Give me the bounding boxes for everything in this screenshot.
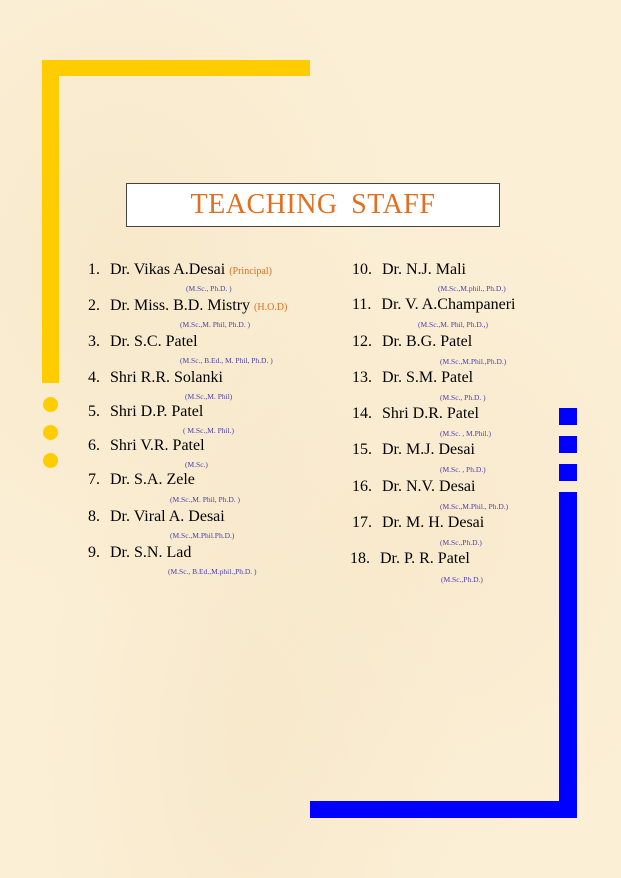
staff-qualification: (M.Sc.,M. Phil)	[185, 392, 233, 401]
yellow-left-bar	[42, 60, 59, 383]
staff-entry	[88, 297, 287, 315]
staff-entry	[352, 478, 475, 496]
entry-number: 10.	[352, 261, 372, 278]
staff-name: Dr. N.V. Desai	[382, 478, 476, 495]
staff-qualification: (M.Sc., B.Ed.,M.phil.,Ph.D. )	[168, 567, 257, 576]
staff-entry	[352, 441, 475, 459]
staff-qualification: (M.Sc.)	[185, 460, 208, 469]
entry-number: 16.	[352, 478, 372, 495]
staff-name: Dr. P. R. Patel	[380, 550, 470, 567]
staff-name: Dr. Viral A. Desai	[110, 508, 225, 525]
blue-square-1	[559, 408, 577, 425]
entry-number: 1.	[88, 261, 100, 278]
yellow-dot-3	[43, 453, 58, 468]
entry-number: 17.	[352, 514, 372, 531]
blue-square-3	[559, 464, 577, 481]
staff-name: Dr. S.N. Lad	[110, 544, 192, 561]
staff-entry	[88, 261, 272, 279]
entry-number: 11.	[352, 296, 372, 313]
staff-entry	[88, 437, 205, 455]
staff-entry	[350, 550, 470, 568]
entry-number: 12.	[352, 333, 372, 350]
title-box	[126, 183, 500, 227]
entry-number: 5.	[88, 403, 100, 420]
staff-name: Dr. S.M. Patel	[382, 369, 474, 386]
entry-number: 18.	[350, 550, 370, 567]
staff-entry	[352, 405, 479, 423]
staff-name: Dr. M.J. Desai	[382, 441, 475, 458]
staff-entry	[88, 369, 223, 387]
staff-entry	[352, 261, 466, 279]
yellow-dot-2	[43, 425, 58, 440]
staff-name: Dr. S.C. Patel	[110, 333, 198, 350]
staff-qualification: (M.Sc.,M. Phil, Ph.D. )	[170, 495, 241, 504]
staff-name: Dr. V. A.Champaneri	[381, 296, 516, 313]
entry-number: 15.	[352, 441, 372, 458]
staff-name: Shri D.P. Patel	[110, 403, 204, 420]
staff-qualification: (M.Sc.,M. Phil, Ph.D.,)	[418, 320, 489, 329]
staff-entry	[352, 369, 473, 387]
yellow-top-bar	[42, 60, 310, 76]
staff-name: Shri R.R. Solanki	[110, 369, 223, 386]
staff-qualification: (M.Sc.,M.Phil., Ph.D.)	[440, 502, 509, 511]
staff-name: Dr. M. H. Desai	[382, 514, 485, 531]
staff-qualification: (M.Sc.,M.Phil.,Ph.D.)	[440, 357, 507, 366]
entry-number: 3.	[88, 333, 100, 350]
staff-entry	[88, 403, 203, 421]
staff-name: Dr. B.G. Patel	[382, 333, 473, 350]
staff-qualification: ( M.Sc.,M. Phil.)	[183, 426, 235, 435]
staff-qualification: (M.Sc.,Ph.D.)	[441, 575, 483, 584]
page-title: TEACHING STAFF	[190, 189, 436, 220]
entry-number: 14.	[352, 405, 372, 422]
staff-entry	[88, 333, 198, 351]
staff-entry	[88, 544, 191, 562]
blue-square-2	[559, 436, 577, 453]
staff-entry	[352, 333, 472, 351]
entry-number: 8.	[88, 508, 100, 525]
blue-bottom-bar	[310, 801, 577, 818]
entry-number: 9.	[88, 544, 100, 561]
staff-name: Shri V.R. Patel	[110, 437, 205, 454]
staff-name: Dr. N.J. Mali	[382, 261, 466, 278]
staff-qualification: (M.Sc., B.Ed., M. Phil, Ph.D. )	[180, 356, 273, 365]
staff-qualification: (M.Sc. , M.Phil.)	[440, 429, 492, 438]
staff-role: (Principal)	[229, 266, 272, 277]
staff-qualification: (M.Sc.,M.phil., Ph.D.)	[438, 284, 506, 293]
entry-number: 2.	[88, 297, 100, 314]
staff-entry	[352, 296, 515, 314]
staff-name: Shri D.R. Patel	[382, 405, 479, 422]
staff-entry	[352, 514, 484, 532]
staff-qualification: (M.Sc.,Ph.D.)	[440, 538, 482, 547]
staff-qualification: (M.Sc.,M. Phil, Ph.D. )	[180, 320, 251, 329]
staff-name: Dr. Vikas A.Desai	[110, 261, 226, 278]
entry-number: 7.	[88, 471, 100, 488]
staff-entry	[88, 471, 195, 489]
yellow-dot-1	[43, 397, 58, 412]
staff-qualification: (M.Sc. , Ph.D.)	[440, 465, 486, 474]
staff-name: Dr. S.A. Zele	[110, 471, 195, 488]
blue-right-bar	[559, 492, 577, 818]
staff-name: Dr. Miss. B.D. Mistry	[110, 297, 251, 314]
staff-qualification: (M.Sc., Ph.D. )	[186, 284, 232, 293]
staff-qualification: (M.Sc.,M.Phil.Ph.D.)	[170, 531, 235, 540]
staff-entry	[88, 508, 225, 526]
staff-qualification: (M.Sc., Ph.D. )	[440, 393, 486, 402]
entry-number: 4.	[88, 369, 100, 386]
entry-number: 6.	[88, 437, 100, 454]
staff-role: (H.O.D)	[254, 302, 288, 313]
entry-number: 13.	[352, 369, 372, 386]
